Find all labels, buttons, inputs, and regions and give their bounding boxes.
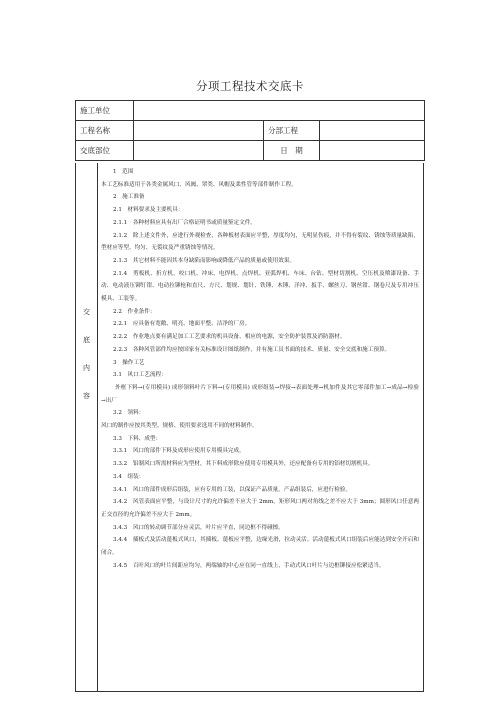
date-label: 日 期 <box>264 141 320 161</box>
content-paragraph: 3.4.2 风管表面应平整，与设计尺寸的允许偏差不应大于 2mm，矩形风口两对角线之差不应大于 3mm；圆形风口任意两正交直径的允许偏差不应大于 2mm。 <box>101 499 419 518</box>
content-paragraph: 3.3 下料、成型： <box>113 435 162 442</box>
content-paragraph: 2.1.1 各种材料应具有出厂合格证明书或质量鉴定文件。 <box>113 219 256 226</box>
construction-unit-label: 施工单位 <box>76 101 134 121</box>
content-paragraph: 2.2.1 应具备有宽敞、明亮、地面平整、洁净的厂房。 <box>113 321 251 328</box>
construction-unit-row <box>76 101 425 121</box>
content-paragraph: 2.1.3 其它材料不能因其本身缺陷而影响或降低产品的质量或使用效果。 <box>113 257 296 264</box>
project-name-label: 工程名称 <box>76 121 134 141</box>
content-paragraph: 3.4 组装： <box>113 473 145 480</box>
content-paragraph: 2.2.3 各种风管部件均应按国家有关标准设计图纸制作，并有施工员书面的技术、质量、安全交底和施工预算。 <box>113 346 391 353</box>
handover-dept-label: 交底部位 <box>76 141 134 161</box>
side-label-char: 容 <box>83 392 90 400</box>
content-paragraph: 外框下料→(专用模具) 成形领料叶片下料→(专用模具) 成形组装→焊接→表面处理→机加件及其它零部件加工→成品→检验 →出厂 <box>101 384 425 404</box>
side-label-column <box>76 163 98 691</box>
content-paragraph: 2.2 作业条件： <box>113 308 156 315</box>
handover-content-box <box>75 163 424 692</box>
handover-dept-value[interactable] <box>134 141 264 161</box>
construction-unit-value[interactable] <box>134 101 425 121</box>
content-paragraph: 本工艺标准适用于各类金属风口、风阀、罩类、风帽及柔性管等部件制作工程。 <box>101 181 297 188</box>
content-paragraph: 3 操作工艺 <box>113 359 145 366</box>
project-name-row <box>76 121 425 141</box>
date-value[interactable] <box>320 141 425 161</box>
content-paragraph: 3.4.5 百叶风口的叶片间距应均匀，两端轴的中心应在同一直线上，手动式风口叶片与边框铆接应松紧适当。 <box>113 562 385 569</box>
content-paragraph: 3.2 领料： <box>113 410 145 417</box>
content-paragraph: 3.1 风口工艺流程： <box>113 372 167 379</box>
content-paragraph: 3.4.3 风口的转动调节部分应灵活，叶片应平直，同边框不得碰擦。 <box>113 524 284 531</box>
project-name-value[interactable] <box>134 121 264 141</box>
side-label-char: 内 <box>83 364 90 372</box>
content-paragraph: 风口的制作应按其类型、规格、使用要求选用不同的材料制作。 <box>101 423 258 430</box>
handover-row <box>76 141 425 161</box>
content-paragraph: 3.3.2 铝制风口所需材料应为型材，其下料成形除应使用专用模具外，还应配备有专用的铝材切割机具。 <box>113 461 374 468</box>
side-label-char: 交 <box>83 308 90 316</box>
content-paragraph: 3.4.1 风口的部件成形后组装，应有专用的工装，以保证产品质量。产品组装后，应进行检验。 <box>113 486 351 493</box>
handover-content <box>101 166 425 573</box>
document-title: 分项工程技术交底卡 <box>196 79 304 93</box>
content-paragraph: 2 施工准备 <box>113 194 145 201</box>
content-paragraph: 3.4.4 插板式及活动蓖板式风口，其插板、蓖板应平整，边缘光滑，拉动灵活。活动蓖板式风口组装后应能达到安全开启和闭合。 <box>101 537 419 557</box>
content-paragraph: 2.2.2 作业地点要有满足加工工艺要求的机具设备、相应的电源，安全防护装置及消防器材。 <box>113 334 346 341</box>
content-paragraph: 2.1 材料要求及主要机具： <box>113 207 184 214</box>
content-paragraph: 2.1.2 除上述文件外，应进行外观检查，各种板材表面应平整，厚度均匀，无明显伤痕，并不得有裂纹、锈蚀等质量缺陷，型材应等型、均匀、无裂纹及严重锈蚀等情况。 <box>101 232 419 252</box>
sub-project-label: 分部工程 <box>264 121 320 141</box>
sub-project-value[interactable] <box>320 121 425 141</box>
side-label-char: 底 <box>83 336 90 344</box>
content-paragraph: 3.3.1 风口的部件下料及成形应使用专用模具完成。 <box>113 448 245 455</box>
content-paragraph: 1 范围 <box>113 169 134 175</box>
header-table <box>75 100 425 161</box>
content-paragraph: 2.1.4 剪板机、折方机、咬口机、冲床、电焊机、点焊机、亚弧焊机、车床、台钻、型材切割机、空压机及喷漆设备、手动、电动液压铆钉钳、电动拉铆枪和直尺、方尺、划规、划针、铁锤、木锤、洋冲、扳手、螺丝刀、钢丝钳、钢卷尺及专用冲压模具、工装等。 <box>101 270 419 303</box>
